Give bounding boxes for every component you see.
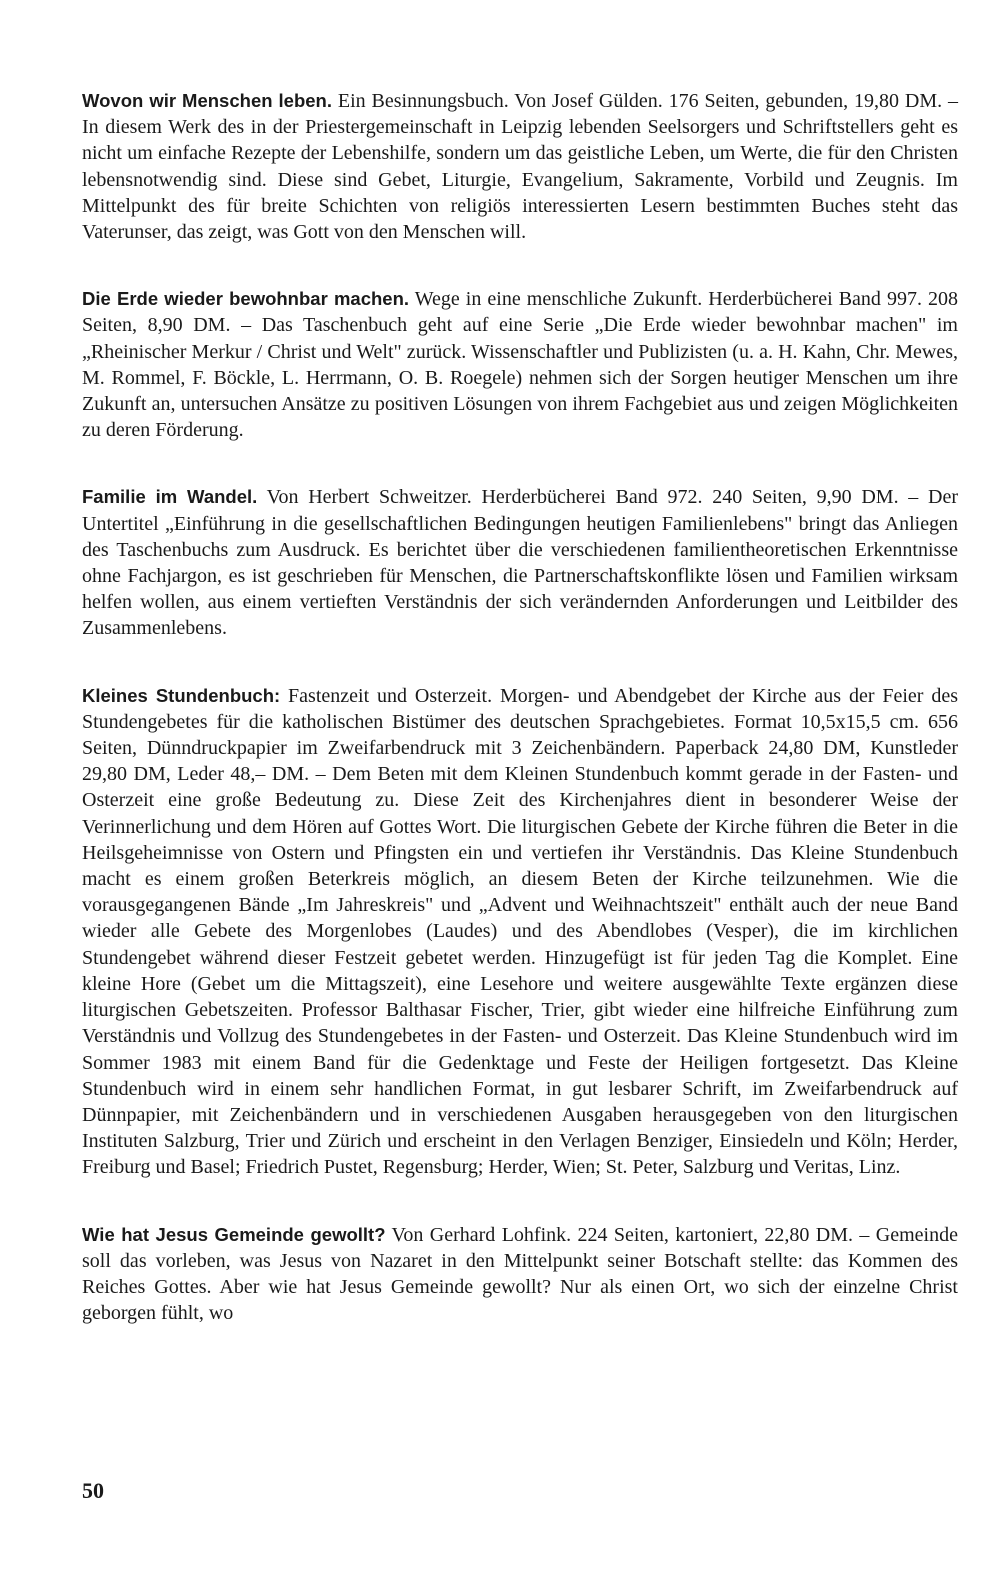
entry-body: Von Gerhard Lohfink. 224 Seiten, kartoniert, 22,80 DM. – Gemeinde soll das vorleben, was Jesus von Nazaret in den Mittelpunkt seiner Botschaft stellte: das Kommen des Reiches Gottes. Aber wie hat Jesus Gemeinde gewollt? Nur als einen Ort, wo sich der einzelne Christ geborgen fühlt, wo	[82, 1223, 958, 1325]
entry-title: Wovon wir Menschen leben.	[82, 90, 332, 111]
review-entry-familie-im-wandel	[82, 484, 958, 641]
review-entry-die-erde-wieder-bewohnbar-machen	[82, 286, 958, 443]
entry-body: Wege in eine menschliche Zukunft. Herderbücherei Band 997. 208 Seiten, 8,90 DM. – Das Taschenbuch geht auf eine Serie „Die Erde wieder bewohnbar machen" im „Rheinischer Merkur / Christ und Welt" zurück. Wissenschaftler und Publizisten (u. a. H. Kahn, Chr. Mewes, M. Rommel, F. Böckle, L. Herrmann, O. B. Roegele) nehmen sich der Sorgen heutiger Menschen um ihre Zukunft an, untersuchen Ansätze zu positiven Lösungen von ihrem Fachgebiet aus und zeigen Möglichkeiten zu deren Förderung.	[82, 288, 959, 442]
entry-title: Die Erde wieder bewohnbar machen.	[82, 288, 410, 310]
entry-title: Familie im Wandel.	[82, 486, 258, 508]
review-entry-wie-hat-jesus-gemeinde-gewollt	[82, 1222, 958, 1327]
entry-body: Ein Besinnungsbuch. Von Josef Gülden. 176 Seiten, gebunden, 19,80 DM. – In diesem Werk des in der Priestergemeinschaft in Leipzig lebenden Seelsorgers und Schriftstellers geht es nicht um einfache Rezepte der Lebenshilfe, sondern um das geistliche Leben, um Werte, die für den Christen lebensnotwendig sind. Diese sind Gebet, Liturgie, Evangelium, Sakramente, Vorbild und Zeugnis. Im Mittelpunkt des für breite Schichten von religiös interessierten Lesern bestimmten Buches steht das Vaterunser, das zeigt, was Gott von den Menschen will.	[82, 90, 958, 244]
entry-body: Von Herbert Schweitzer. Herderbücherei Band 972. 240 Seiten, 9,90 DM. – Der Untertitel „Einführung in die gesellschaftlichen Bedingungen heutigen Familienlebens" bringt das Anliegen des Taschenbuchs zum Ausdruck. Es berichtet über die verschiedenen familientheoretischen Erkenntnisse ohne Fachjargon, es ist geschrieben für Menschen, die Partnerschaftskonflikte lösen und Familien wirksam helfen wollen, aus einem vertieften Verständnis der sich verändernden Anforderungen und Leitbilder des Zusammenlebens.	[82, 486, 958, 640]
review-entry-wovon-wir-menschen-leben	[82, 88, 958, 245]
entry-title: Wie hat Jesus Gemeinde gewollt?	[82, 1223, 386, 1245]
entry-title: Kleines Stundenbuch:	[82, 684, 281, 706]
book-review-column	[82, 88, 958, 1326]
page-number: 50	[82, 1478, 104, 1503]
review-entry-kleines-stundenbuch	[82, 683, 958, 1181]
entry-body: Fastenzeit und Osterzeit. Morgen- und Abendgebet der Kirche aus der Feier des Stundengebetes für die katholischen Bistümer des deutschen Sprachgebietes. Format 10,5x15,5 cm. 656 Seiten, Dünndruckpapier im Zweifarbendruck mit 3 Zeichenbändern. Paperback 24,80 DM, Kunstleder 29,80 DM, Leder 48,– DM. – Dem Beten mit dem Kleinen Stundenbuch kommt gerade in der Fasten- und Osterzeit eine große Bedeutung zu. Diese Zeit des Kirchenjahres dient in besonderer Weise der Verinnerlichung und dem Hören auf Gottes Wort. Die liturgischen Gebete der Kirche führen die Beter in die Heilsgeheimnisse von Ostern und Pfingsten ein und vertiefen ihr Verständnis. Das Kleine Stundenbuch macht es einem großen Beterkreis möglich, an diesem Beten der Kirche teilzunehmen. Wie die vorausgegangenen Bände „Im Jahreskreis" und „Advent und Weihnachtszeit" enthält auch der neue Band wieder alle Gebete des Morgenlobes (Laudes) und des Abendlobes (Vesper), die im kirchlichen Stundengebet während dieser Festzeit gebetet werden. Hinzugefügt ist für jeden Tag die Komplet. Eine kleine Hore (Gebet um die Mittagszeit), eine Lesehore und weitere ausgewählte Texte ergänzen diese liturgischen Gebetszeiten. Professor Balthasar Fischer, Trier, gibt wieder eine hilfreiche Einführung zum Verständnis und Vollzug des Stundengebetes in der Fasten- und Osterzeit. Das Kleine Stundenbuch wird im Sommer 1983 mit einem Band für die Gedenktage und Feste der Heiligen fortgesetzt. Das Kleine Stundenbuch wird in einem sehr handlichen Format, in gut lesbarer Schrift, im Zweifarbendruck auf Dünnpapier, mit Zeichenbändern und in verschiedenen Ausgaben herausgegeben von den liturgischen Instituten Salzburg, Trier und Zürich und erscheint in den Verlagen Benziger, Einsiedeln und Köln; Herder, Freiburg und Basel; Friedrich Pustet, Regensburg; Herder, Wien; St. Peter, Salzburg und Veritas, Linz.	[82, 684, 958, 1179]
